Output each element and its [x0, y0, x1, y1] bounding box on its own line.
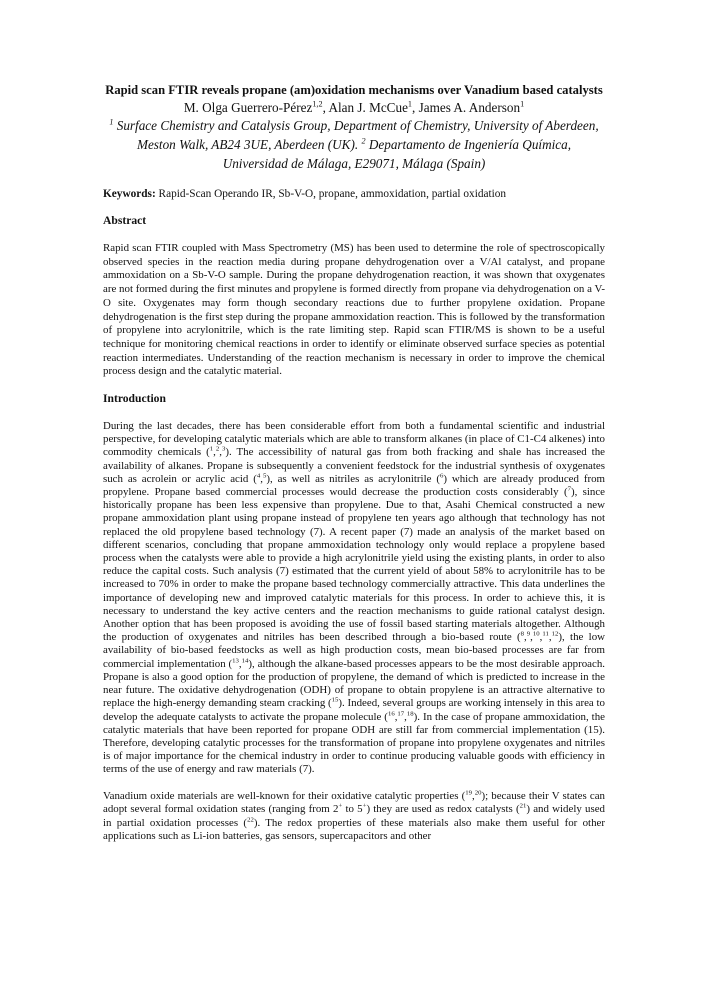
- citation-superscript: 2: [215, 445, 220, 453]
- paragraph-text: ,: [219, 446, 222, 459]
- paragraph-text: ). The accessibility of natural gas from both fracking and shale has increased the availability of alkanes. Propane is subsequently a convenient feedstock for the industrial synthesis of oxygenates such as acrolein or acrylic acid (: [103, 446, 605, 485]
- paragraph-text: Vanadium oxide materials are well-known for their oxidative catalytic properties (: [103, 789, 466, 802]
- paragraph-text: to 5: [342, 803, 363, 816]
- citation-superscript: 8: [520, 630, 525, 638]
- paragraph-text: ,: [404, 710, 407, 723]
- paragraph-text: ,: [213, 446, 216, 459]
- paragraph-text: During the last decades, there has been considerable effort from both a fundamental scientific and industrial perspective, for developing catalytic materials which are able to transform alkanes (in place of C1-C4 alkenes) into commodity chemicals (: [103, 420, 605, 459]
- citation-superscript: 19: [465, 788, 472, 796]
- introduction-paragraph: [103, 790, 605, 844]
- paragraph-text: ), as well as nitriles as acrylonitrile (: [266, 472, 440, 485]
- abstract-text: Rapid scan FTIR coupled with Mass Spectrometry (MS) has been used to determine the role of spectroscopically observed species in the reaction media during propane dehydrogenation over a V/Al catalyst, and propane ammoxidation on a Sb-V-O sample. During the propane dehydrogenation reaction, it was shown that oxygenates are not formed during the first minutes and propylene is formed directly from propane via dehydrogenation on a V-O site. Oxygenates may form though secondary reactions due to further propylene oxidation. Propane dehydrogenation is the first step during the propane ammoxidation reaction. This is followed by the transformation of propylene into acrylonitrile, which is the rate limiting step. Rapid scan FTIR/MS is shown to be a useful technique for monitoring chemical reactions in order to identify or eliminate observed surface species as potential reaction intermediates. Understanding of the reaction mechanism is necessary in order to improve the chemical process design and the catalytic material.: [103, 242, 605, 378]
- citation-superscript: 1: [209, 445, 214, 453]
- paragraph-text: ); because their V states can adopt several formal oxidation states (ranging from 2: [103, 789, 605, 816]
- keywords-label: Keywords:: [103, 188, 156, 200]
- paragraph-text: ,: [548, 631, 552, 644]
- paper-title: Rapid scan FTIR reveals propane (am)oxidation mechanisms over Vanadium based catalysts: [105, 83, 603, 97]
- author-list: M. Olga Guerrero-Pérez$^{1,2}$, Alan J. McCue$^1$, James A. Anderson$^1$: [183, 99, 525, 115]
- citation-superscript: 11: [542, 630, 549, 638]
- paragraph-text: ) which are already produced from propylene. Propane based commercial processes would decrease the production costs considerably (: [103, 472, 606, 499]
- citation-superscript: 18: [406, 709, 414, 717]
- paragraph-text: ,: [471, 789, 475, 802]
- citation-superscript: 6: [439, 472, 444, 480]
- paragraph-text: ), although the alkane-based processes appears to be the most desirable approach. Propane is also a good option for the production of propylene, the demand of which is predicted to increase in the near future. The oxidative dehydrogenation (ODH) of propane to obtain propylene is an attractive alternative to replace the high-energy demanding steam cracking (: [103, 657, 605, 710]
- paragraph-text: ,: [539, 631, 543, 644]
- citation-superscript: 13: [232, 657, 239, 665]
- citation-superscript: 3: [222, 445, 226, 453]
- citation-superscript: +: [362, 802, 367, 810]
- citation-superscript: 15: [331, 696, 339, 704]
- author-name: James A. Anderson: [418, 100, 521, 115]
- paragraph-text: ). The redox properties of these materials also make them useful for other applications such as Li-ion batteries, gas sensors, supercapacitors and other: [103, 816, 605, 843]
- introduction-heading: Introduction: [103, 392, 166, 406]
- affiliation-text: Departamento de Ingeniería Química, Universidad de Málaga, E29071, Málaga (Spain): [222, 137, 572, 171]
- citation-superscript: 12: [551, 630, 559, 638]
- paper-page: [103, 83, 605, 844]
- introduction-paragraph: [103, 420, 605, 776]
- citation-superscript: 21: [519, 802, 527, 810]
- keywords-text: Rapid-Scan Operando IR, Sb-V-O, propane, ammoxidation, partial oxidation: [158, 188, 507, 200]
- paragraph-text: ,: [260, 472, 263, 485]
- paragraph-text: ), since historically propane has been less expensive than propylene. Due to that, Asahi Chemical constructed a new propane ammoxidation plant using propane instead of propylene ten years ago although that technology has not replaced the old propylene based technology (7). A recent paper (7) made an analysis of the market based on different scenarios, concluding that propane ammoxidation technology only would replace a propylene based process when the catalysts were able to provide a high acrylonitrile yield using the existing plants, in order to also reduce the capital costs. Such analysis (7) estimated that the current yield of about 58% to acrylonitrile has to be increased to 70% in order to make the propane based technology commercially attractive. This data underlines the importance of developing new and improved catalytic materials for this process. In order to achieve this, it is necessary to understand the key active centers and the reaction mechanisms to guide rational catalyst design. Another option that has been proposed is avoiding the use of fossil based starting materials altogether. Although the production of oxygenates and nitriles has been described through a bio-based route (: [103, 486, 605, 644]
- paragraph-text: ) and widely used in partial oxidation processes (: [103, 803, 605, 829]
- citation-superscript: 16: [387, 709, 395, 717]
- author-name: Alan J. McCue: [328, 100, 408, 115]
- affiliations: [103, 116, 605, 173]
- author-affiliation-mark: 1: [407, 99, 413, 109]
- paragraph-text: ,: [238, 657, 242, 670]
- citation-superscript: 10: [532, 630, 540, 638]
- citation-superscript: 14: [241, 657, 249, 665]
- author-affiliation-mark: 1,2: [312, 99, 323, 109]
- paragraph-text: ,: [394, 710, 398, 723]
- citation-superscript: 17: [397, 709, 405, 717]
- citation-superscript: 7: [567, 485, 571, 493]
- citation-superscript: 4: [256, 472, 261, 480]
- abstract-heading: Abstract: [103, 214, 147, 227]
- paragraph-text: ,: [530, 631, 533, 644]
- citation-superscript: +: [338, 802, 343, 810]
- affiliation-mark: 2: [361, 136, 366, 146]
- paragraph-text: ). In the case of propane ammoxidation, the catalytic materials that have been reported for propane ODH are still far from commercial implementation (15). Therefore, developing catalytic processes for the transformation of propane into propylene oxygenates and nitriles is of major importance for the chemical industry in order to continue producing valuable goods with efficiency in terms of the use of energy and raw materials (7).: [103, 710, 605, 776]
- author-name: M. Olga Guerrero-Pérez: [183, 100, 313, 115]
- paragraph-text: ,: [524, 631, 527, 644]
- citation-superscript: 20: [474, 788, 482, 796]
- citation-superscript: 9: [526, 630, 531, 638]
- paragraph-text: ). Indeed, several groups are working intensely in this area to develop the adequate catalysts to activate the propane molecule (: [103, 697, 605, 723]
- keywords: [103, 187, 605, 201]
- affiliation-text: Surface Chemistry and Catalysis Group, Department of Chemistry, University of Aberdeen, Meston Walk, AB24 3UE, Aberdeen (UK).: [116, 118, 599, 152]
- paragraph-text: ), the low availability of bio-based feedstocks as well as high production costs, mean bio-based processes are far from commercial implementation (: [103, 631, 606, 670]
- citation-superscript: 22: [247, 816, 254, 824]
- affiliation-mark: 1: [109, 117, 114, 127]
- citation-superscript: 5: [262, 472, 267, 480]
- author-affiliation-mark: 1: [520, 99, 525, 109]
- paragraph-text: ) they are used as redox catalysts (: [366, 803, 520, 816]
